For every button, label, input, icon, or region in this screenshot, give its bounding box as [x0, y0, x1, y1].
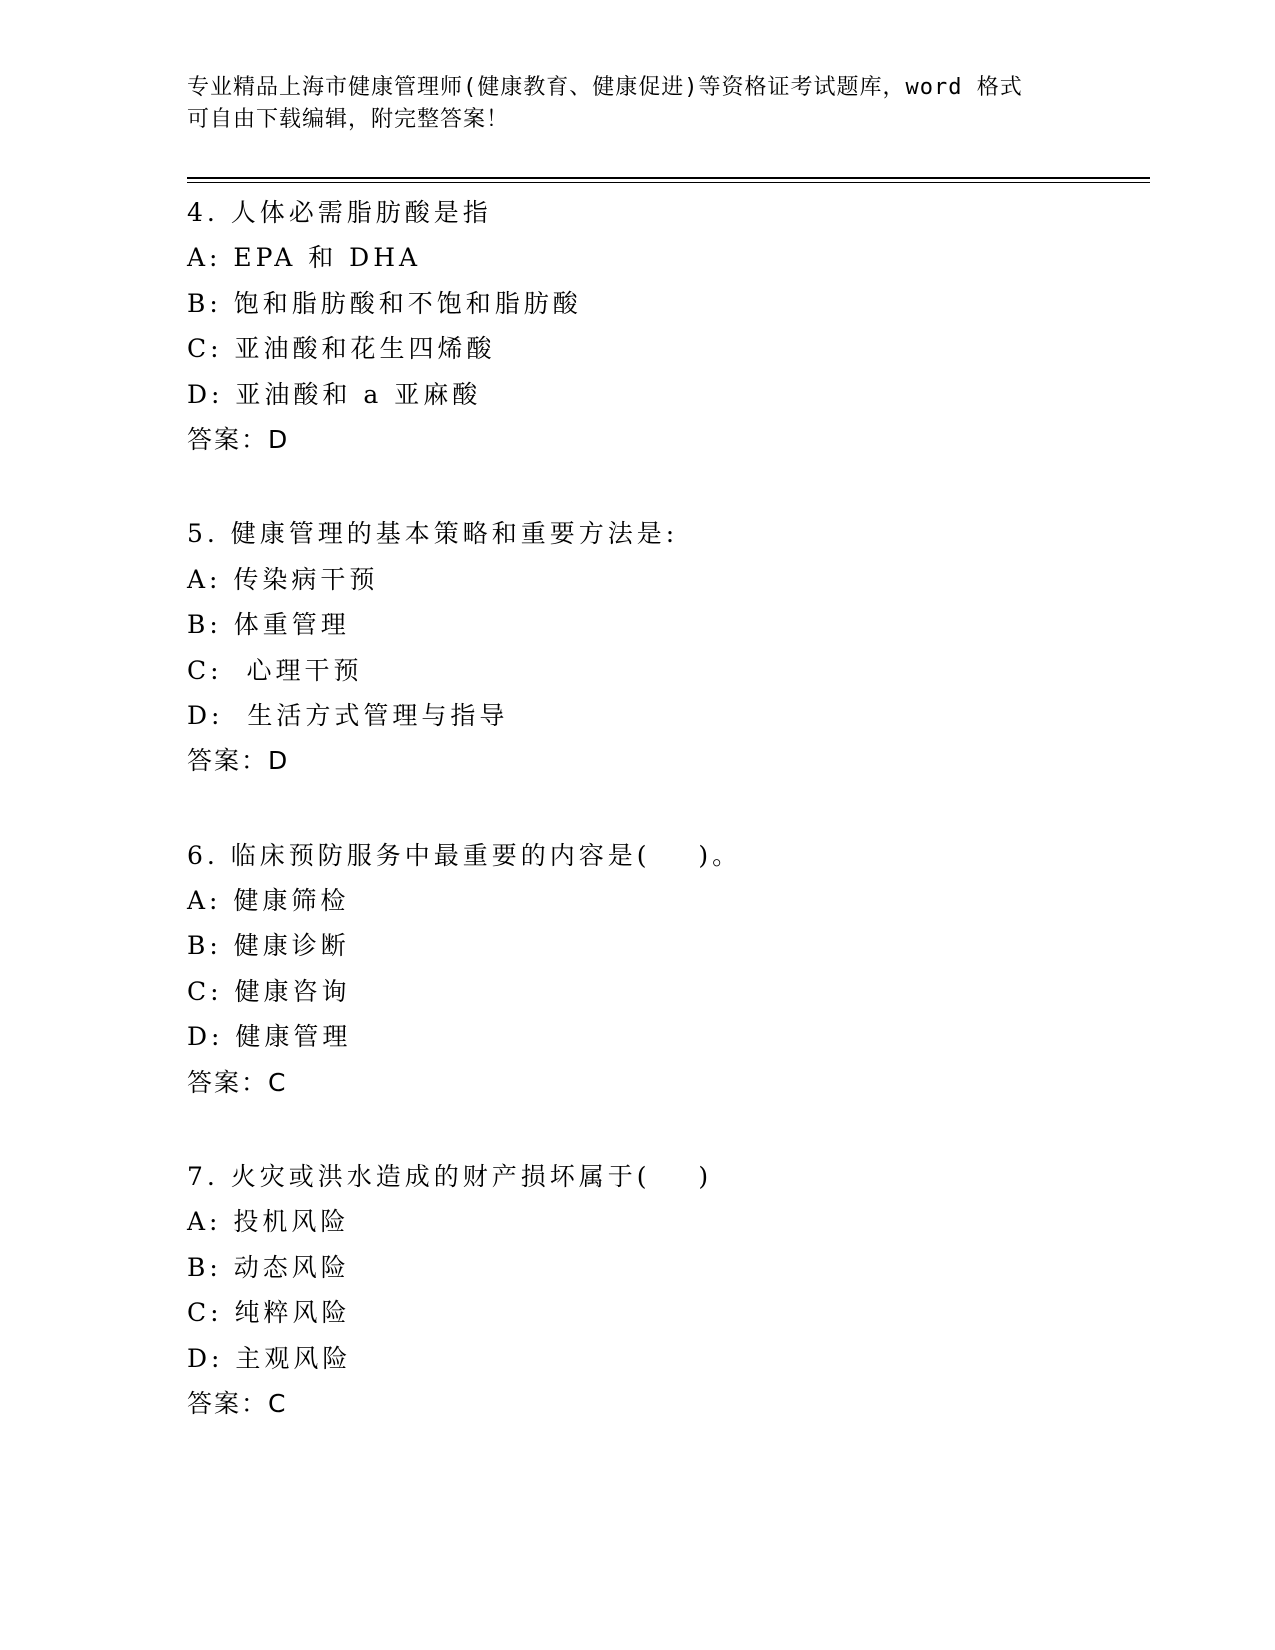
header-line-1: 专业精品上海市健康管理师(健康教育、健康促进)等资格证考试题库，word 格式	[187, 75, 1023, 100]
question-stem: 5. 健康管理的基本策略和重要方法是:	[187, 519, 679, 549]
option-a: A: 传染病干预	[187, 564, 379, 594]
question-4	[187, 190, 1147, 462]
option-c: C: 心理干预	[187, 655, 363, 685]
option-d: D: 亚油酸和 a 亚麻酸	[187, 379, 482, 409]
header-line-2: 可自由下载编辑，附完整答案！	[187, 107, 510, 132]
option-c: C: 亚油酸和花生四烯酸	[187, 334, 496, 364]
option-b: B: 健康诊断	[187, 931, 350, 961]
question-list	[187, 190, 1147, 1475]
option-b: B: 动态风险	[187, 1252, 350, 1282]
option-c: C: 纯粹风险	[187, 1298, 351, 1328]
option-a: A: 健康筛检	[187, 886, 350, 916]
option-a: A: EPA 和 DHA	[187, 243, 422, 273]
option-d: D: 主观风险	[187, 1343, 352, 1373]
option-d: D: 健康管理	[187, 1022, 352, 1052]
option-b: B: 饱和脂肪酸和不饱和脂肪酸	[187, 288, 582, 318]
header-divider-thin	[187, 182, 1150, 183]
answer-label: 答案：D	[187, 424, 290, 454]
option-d: D: 生活方式管理与指导	[187, 700, 509, 730]
question-stem: 7. 火灾或洪水造成的财产损坏属于( )	[187, 1162, 713, 1192]
option-a: A: 投机风险	[187, 1207, 350, 1237]
question-stem: 6. 临床预防服务中最重要的内容是( )。	[187, 840, 742, 870]
option-c: C: 健康咨询	[187, 976, 351, 1006]
answer-label: 答案：D	[187, 746, 290, 776]
question-5	[187, 511, 1147, 783]
answer-label: 答案：C	[187, 1388, 288, 1418]
answer-label: 答案：C	[187, 1067, 288, 1097]
question-stem: 4. 人体必需脂肪酸是指	[187, 198, 492, 227]
header-divider-thick	[187, 177, 1150, 179]
option-b: B: 体重管理	[187, 610, 350, 640]
question-6	[187, 833, 1147, 1105]
document-header	[187, 72, 1087, 136]
question-7	[187, 1154, 1147, 1426]
